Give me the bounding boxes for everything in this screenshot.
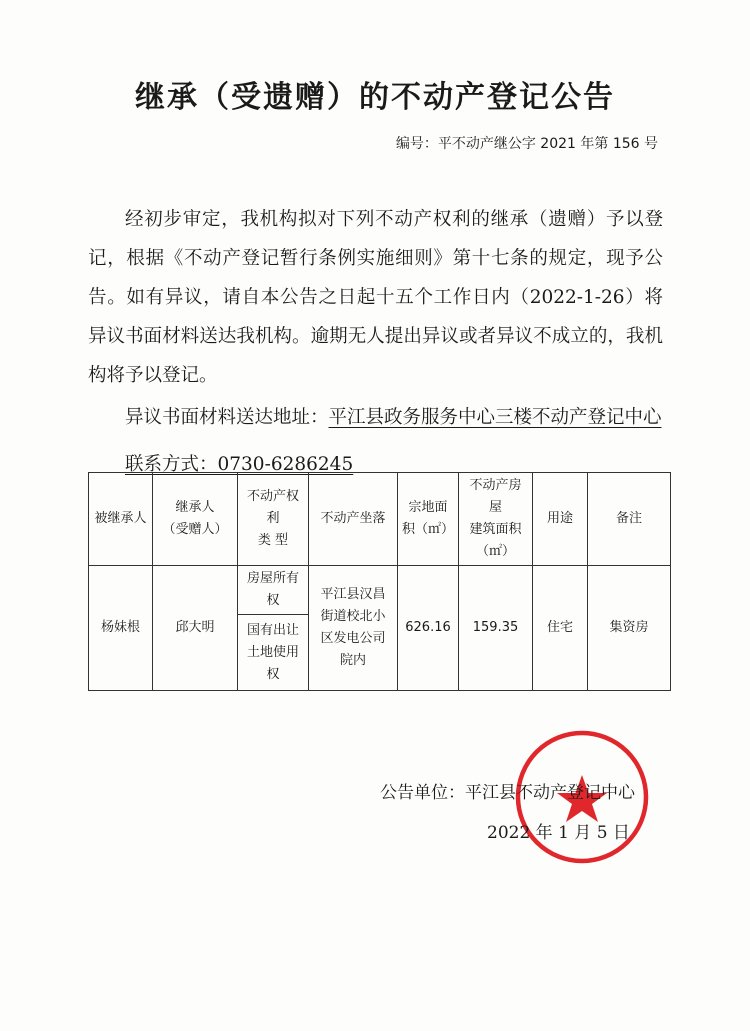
cell-right-type-land: 国有出让 土地使用 权: [238, 615, 309, 691]
cell-use: 住宅: [533, 566, 588, 691]
notice-title: 继承（受遗赠）的不动产登记公告: [135, 80, 615, 115]
issue-date: 2022 年 1 月 5 日: [487, 823, 630, 843]
header-land-area: 宗地面 积（㎡）: [398, 473, 459, 566]
issuing-unit: 公告单位：平江县不动产登记中心: [380, 783, 635, 803]
header-right-type: 不动产权 利 类 型: [238, 473, 309, 566]
table-header-row: [89, 473, 671, 566]
address-label: 异议书面材料送达地址：: [125, 407, 329, 428]
header-heir: 继承人 （受赠人）: [153, 473, 238, 566]
cell-location: 平江县汉昌 街道校北小 区发电公司 院内: [309, 566, 398, 691]
contact-info: 联系方式：0730-6286245: [125, 454, 354, 475]
cell-remark: 集资房: [588, 566, 671, 691]
header-location: 不动产坐落: [309, 473, 398, 566]
cell-right-type-house: 房屋所有 权: [238, 566, 309, 615]
table-row: [89, 566, 671, 615]
header-building-area: 不动产房 屋 建筑面积 （㎡）: [459, 473, 533, 566]
cell-building-area: 159.35: [459, 566, 533, 691]
cell-heir: 邱大明: [153, 566, 238, 691]
cell-land-area: 626.16: [398, 566, 459, 691]
objection-address: [88, 403, 688, 429]
property-table: [88, 472, 671, 691]
notice-paragraph: 经初步审定，我机构拟对下列不动产权利的继承（遗赠）予以登记，根据《不动产登记暂行条例实施细则》第十七条的规定，现予公告。如有异议，请自本公告之日起十五个工作日内（2022-1-26）将异议书面材料送达我机构。逾期无人提出异议或者异议不成立的，我机构将予以登记。: [88, 209, 663, 386]
header-remark: 备注: [588, 473, 671, 566]
header-use: 用途: [533, 473, 588, 566]
header-deceased: 被继承人: [89, 473, 153, 566]
address-value: 平江县政务服务中心三楼不动产登记中心: [328, 407, 662, 428]
cell-deceased: 杨妹根: [89, 566, 153, 691]
document-number: 编号：平不动产继公字 2021 年第 156 号: [395, 136, 658, 152]
